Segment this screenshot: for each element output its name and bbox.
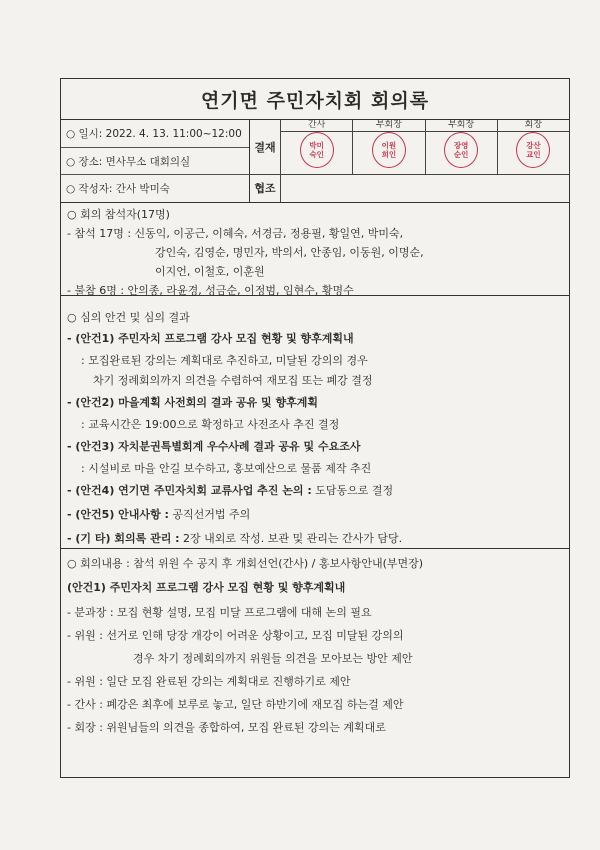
stamp-text: 희인 <box>381 150 397 159</box>
content-agenda-title: (안건1) 주민자치 프로그램 강사 모집 현황 및 향후계획내 <box>67 581 346 594</box>
seal-stamp-icon <box>516 132 550 168</box>
content-line: - 간사 : 폐강은 최후에 보루로 놓고, 일단 하반기에 재모집 하는걸 제안 <box>67 698 404 711</box>
agenda-item-result: 도담동으로 결정 <box>311 484 394 497</box>
approval-column-vice-chair-1 <box>353 120 425 174</box>
meeting-header <box>61 120 569 203</box>
agenda-item-result: : 모집완료된 강의는 계획대로 추진하고, 미달된 강의의 경우 <box>81 354 368 367</box>
present-list: - 참석 17명 : 신동익, 이공근, 이혜숙, 서경금, 정용필, 황일연, 박미숙, <box>67 227 404 240</box>
approval-role: 회장 <box>498 120 569 132</box>
meeting-datetime: ○ 일시: 2022. 4. 13. 11:00~12:00 <box>66 128 242 140</box>
cooperation-label: 협조 <box>250 174 281 202</box>
approval-column-vice-chair-2 <box>426 120 498 174</box>
meeting-info <box>61 120 250 202</box>
agenda-item-label: - (기 타) 회의록 관리 : <box>67 532 180 545</box>
seal-stamp-icon <box>300 132 334 168</box>
agenda-section <box>61 296 569 549</box>
agenda-item-result: 2장 내외로 작성. 보관 및 관리는 간사가 담당. <box>179 532 403 545</box>
document-title: 연기면 주민자치회 회의록 <box>61 79 569 120</box>
meeting-writer: ○ 작성자: 간사 박미숙 <box>61 174 249 201</box>
stamp-text: 박미 <box>309 141 324 150</box>
agenda-item-title <box>67 479 563 503</box>
agenda-item-result: 차기 정례회의까지 의견을 수렴하여 재모집 또는 폐강 결정 <box>93 374 373 387</box>
approval-box <box>250 120 569 202</box>
attendees-section <box>61 203 569 296</box>
minutes-document <box>60 78 570 778</box>
stamp-text: 이원 <box>381 141 397 150</box>
approval-columns <box>281 120 569 175</box>
agenda-item-title: - (안건3) 자치분권특별회계 우수사례 결과 공유 및 수요조사 <box>67 440 361 453</box>
approval-column-chair <box>498 120 569 174</box>
content-line: 경우 차기 정례회의까지 위원들 의견을 모아보는 방안 제안 <box>133 652 413 665</box>
agenda-item-label: - (안건5) 안내사항 : <box>67 508 169 521</box>
agenda-item-label: - (안건4) 연기면 주민자치회 교류사업 추진 논의 : <box>67 484 312 497</box>
present-list: 이지언, 이철호, 이훈원 <box>155 265 265 278</box>
agenda-item-result: : 교육시간은 19:00으로 확정하고 사전조사 추진 결정 <box>81 418 340 431</box>
meeting-place: ○ 장소: 면사무소 대회의실 <box>61 147 249 174</box>
agenda-heading: ○ 심의 안건 및 심의 결과 <box>67 311 190 324</box>
approval-role: 부회장 <box>426 120 497 132</box>
stamp-text: 장영 <box>453 141 469 150</box>
content-line: - 분과장 : 모집 현황 설명, 모집 미달 프로그램에 대해 논의 필요 <box>67 606 372 619</box>
content-line: - 위원 : 일단 모집 완료된 강의는 계획대로 진행하기로 제안 <box>67 675 351 688</box>
stamp-text: 교인 <box>526 150 541 159</box>
approval-role: 부회장 <box>353 120 424 132</box>
stamp-text: 숙인 <box>309 150 324 159</box>
stamp-text: 순인 <box>453 150 469 159</box>
agenda-item-result: : 시설비로 마을 안길 보수하고, 홍보예산으로 물품 제작 추진 <box>81 462 372 475</box>
content-line: - 회장 : 위원님들의 의견을 종합하여, 모집 완료된 강의는 계획대로 <box>67 721 386 734</box>
approval-role: 간사 <box>281 120 352 132</box>
seal-stamp-icon <box>372 132 406 168</box>
attendees-heading: ○ 회의 참석자(17명) <box>67 208 170 221</box>
present-list: 강인숙, 김영순, 명민자, 박의서, 안종임, 이동원, 이명순, <box>155 246 424 259</box>
absent-list: - 불참 6명 : 안의종, 라윤경, 성금순, 이정범, 임현수, 황명수 <box>67 284 354 297</box>
agenda-item-title: - (안건2) 마을계획 사전회의 결과 공유 및 향후계획 <box>67 396 318 409</box>
content-line: - 위원 : 선거로 인해 당장 개강이 어려운 상황이고, 모집 미달된 강의의 <box>67 629 404 642</box>
agenda-item-result: 공직선거법 주의 <box>168 508 251 521</box>
agenda-item-title <box>67 503 563 527</box>
approval-label: 결재 <box>250 120 281 175</box>
seal-stamp-icon <box>444 132 478 168</box>
agenda-item-title: - (안건1) 주민자치 프로그램 강사 모집 현황 및 향후계획내 <box>67 332 354 345</box>
stamp-text: 강산 <box>526 141 541 150</box>
agenda-item-title <box>67 527 563 551</box>
approval-column-secretary <box>281 120 353 174</box>
content-section <box>61 549 569 741</box>
content-heading: ○ 회의내용 : 참석 위원 수 공지 후 개회선언(간사) / 홍보사항안내(부면장) <box>67 557 424 570</box>
